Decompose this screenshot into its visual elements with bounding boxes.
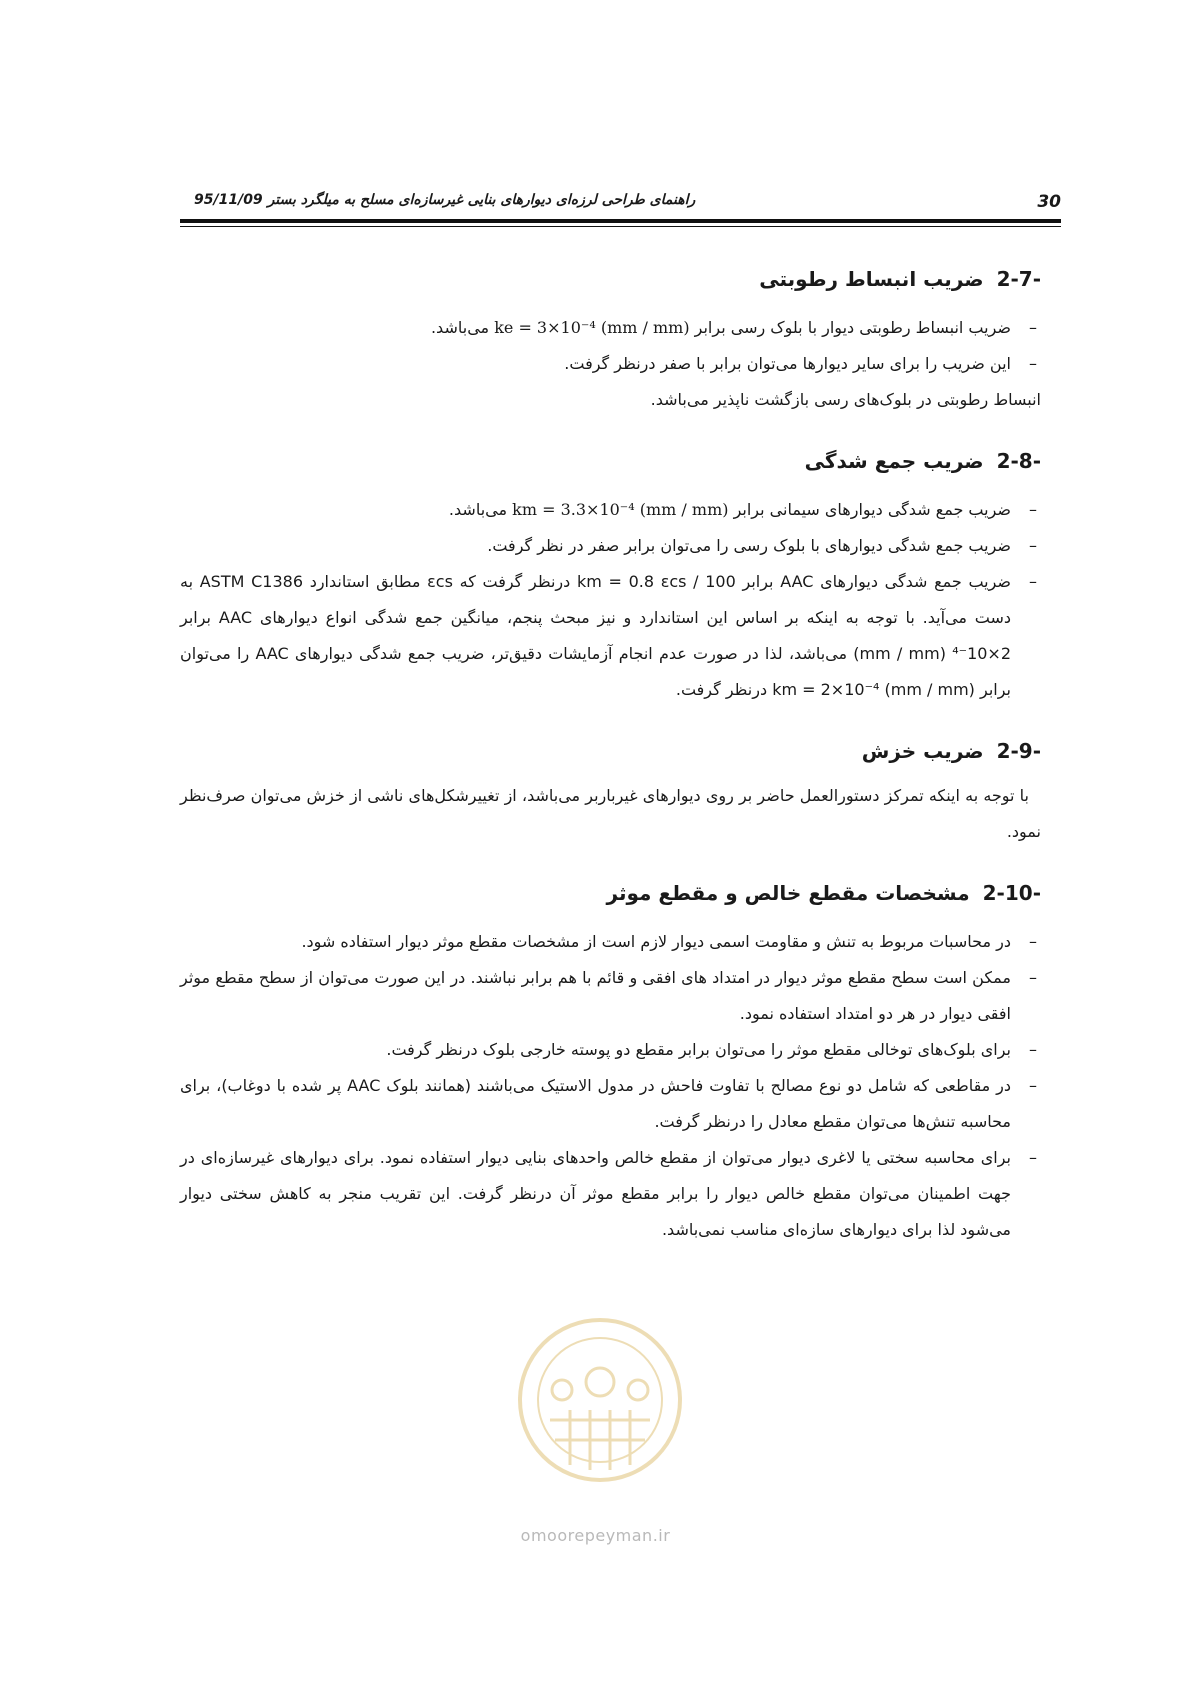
watermark-text: omoorepeyman.ir <box>520 1526 671 1545</box>
header-rule-thick <box>180 219 1061 223</box>
bullet-list <box>180 310 1041 382</box>
section-2-7 <box>180 262 1041 418</box>
section-heading <box>180 262 1041 296</box>
bullet-list <box>180 492 1041 708</box>
bullet-list <box>180 924 1041 1248</box>
page-number: 30 <box>1037 192 1061 212</box>
formula: km = 3.3×10⁻⁴ (mm / mm) <box>512 500 729 519</box>
section-title: ضریب انبساط رطوبتی <box>759 267 984 291</box>
section-number: 2-10- <box>982 881 1041 905</box>
running-title: راهنمای طراحی لرزه‌ای دیوارهای بنایی غیرسازه‌ای مسلح به میلگرد بستر <box>267 192 696 208</box>
section-title: ضریب خزش <box>861 739 984 763</box>
section-title: ضریب جمع شدگی <box>804 449 984 473</box>
list-item: – ممکن است سطح مقطع موثر دیوار در امتداد های افقی و قائم با هم برابر نباشند. در این صورت می‌توان از سطح مقطع موثر افقی دیوار در هر دو امتداد استفاده نمود. <box>180 960 1011 1032</box>
list-item: – این ضریب را برای سایر دیوارها می‌توان برابر با صفر درنظر گرفت. <box>180 346 1011 382</box>
section-number: 2-8- <box>996 449 1041 473</box>
list-item: – در محاسبات مربوط به تنش و مقاومت اسمی دیوار لازم است از مشخصات مقطع موثر دیوار استفاده شود. <box>180 924 1011 960</box>
section-number: 2-7- <box>996 267 1041 291</box>
section-2-10 <box>180 876 1041 1248</box>
running-header <box>180 192 695 208</box>
page-content <box>180 262 1041 1274</box>
list-item: – ضریب جمع شدگی دیوارهای با بلوک رسی را می‌توان برابر صفر در نظر گرفت. <box>180 528 1011 564</box>
section-2-9 <box>180 734 1041 850</box>
list-item: – ضریب انبساط رطوبتی دیوار با بلوک رسی برابر ke = 3×10⁻⁴ (mm / mm) می‌باشد. <box>180 310 1011 346</box>
header-date: 95/11/09 <box>194 192 263 208</box>
formula: ke = 3×10⁻⁴ (mm / mm) <box>494 318 690 337</box>
list-item: – برای محاسبه سختی یا لاغری دیوار می‌توان از مقطع خالص واحدهای بنایی دیوار استفاده نمود. برای دیوارهای غیرسازه‌ای در جهت اطمینان می‌توان مقطع خالص دیوار را برابر مقطع موثر آن درنظر گرفت. این تقریب منجر به کاهش سختی دیوار می‌شود لذا برای دیوارهای سازه‌ای مناسب نمی‌باشد. <box>180 1140 1011 1248</box>
section-heading <box>180 876 1041 910</box>
list-item: – ضریب جمع شدگی دیوارهای سیمانی برابر km = 3.3×10⁻⁴ (mm / mm) می‌باشد. <box>180 492 1011 528</box>
section-title: مشخصات مقطع خالص و مقطع موثر <box>606 881 970 905</box>
list-item: – برای بلوک‌های توخالی مقطع موثر را می‌توان برابر مقطع دو پوسته خارجی بلوک درنظر گرفت. <box>180 1032 1011 1068</box>
section-2-8 <box>180 444 1041 708</box>
paragraph: انبساط رطوبتی در بلوک‌های رسی بازگشت ناپذیر می‌باشد. <box>650 390 1041 409</box>
watermark-logo <box>460 1300 740 1500</box>
paragraph: با توجه به اینکه تمرکز دستورالعمل حاضر بر روی دیوارهای غیرباربر می‌باشد، از تغییرشکل‌های ناشی از خزش می‌توان صرف‌نظر نمود. <box>180 786 1041 841</box>
list-item: – ضریب جمع شدگی دیوارهای AAC برابر km = 0.8 εcs / 100 درنظر گرفت که εcs مطابق استاندارد ASTM C1386 به دست می‌آید. با توجه به اینکه بر اساس این استاندارد و نیز مبحث پنجم، میانگین جمع شدگی انواع دیوارهای AAC برابر 2×10⁻⁴ (mm / mm) می‌باشد، لذا در صورت عدم انجام آزمایشات دقیق‌تر، ضریب جمع شدگی دیوارهای AAC را می‌توان برابر km = 2×10⁻⁴ (mm / mm) درنظر گرفت. <box>180 564 1011 708</box>
section-heading <box>180 734 1041 768</box>
section-number: 2-9- <box>996 739 1041 763</box>
section-heading <box>180 444 1041 478</box>
header-rule-thin <box>180 226 1061 227</box>
list-item: – در مقاطعی که شامل دو نوع مصالح با تفاوت فاحش در مدول الاستیک می‌باشند (همانند بلوک AAC پر شده با دوغاب)، برای محاسبه تنش‌ها می‌توان مقطع معادل را درنظر گرفت. <box>180 1068 1011 1140</box>
